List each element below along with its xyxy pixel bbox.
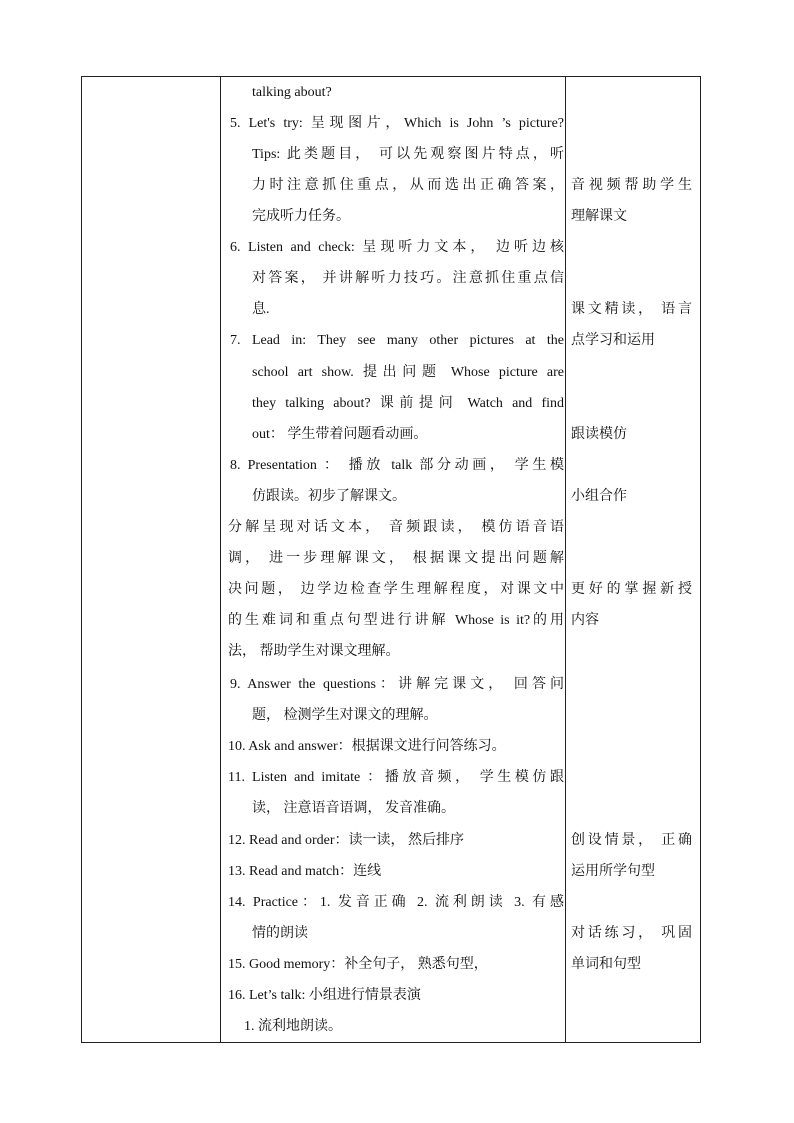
intent-line: 课文精读， 语言 xyxy=(571,302,692,317)
table-right-border xyxy=(700,76,701,1043)
process-line: 8. Presentation ： 播放 talk 部分动画， 学生模 xyxy=(230,458,564,473)
column-divider-1 xyxy=(220,76,221,1043)
process-line: 的生难词和重点句型进行讲解 Whose is it?的用 xyxy=(228,613,564,628)
table-left-border xyxy=(81,76,82,1043)
process-line: 11. Listen and imitate ：播放音频， 学生模仿跟 xyxy=(228,770,564,785)
process-line: 题， 检测学生对课文的理解。 xyxy=(252,708,438,723)
process-line: 5. Let's try: 呈现图片，Which is John ’s picture? xyxy=(230,116,564,131)
process-line: 仿跟读。初步了解课文。 xyxy=(252,489,406,504)
intent-line: 音视频帮助学生 xyxy=(571,178,692,193)
intent-line: 理解课文 xyxy=(571,209,627,224)
intent-line: 创设情景， 正确 xyxy=(571,833,692,848)
intent-line: 对话练习， 巩固 xyxy=(571,926,692,941)
intent-line: 点学习和运用 xyxy=(571,333,655,348)
process-line: talking about? xyxy=(252,85,332,100)
process-line: Tips: 此类题目， 可以先观察图片特点，听 xyxy=(252,147,564,162)
process-line: 决问题， 边学边检查学生理解程度，对课文中 xyxy=(228,582,564,597)
lesson-table xyxy=(81,76,701,1043)
process-line: 法， 帮助学生对课文理解。 xyxy=(228,644,400,659)
process-line: 1. 流利地朗读。 xyxy=(244,1019,342,1034)
intent-line: 运用所学句型 xyxy=(571,864,655,879)
process-line: school art show. 提出问题 Whose picture are xyxy=(252,365,564,380)
process-line: 16. Let’s talk: 小组进行情景表演 xyxy=(228,988,421,1003)
process-line: 情的朗读 xyxy=(252,926,308,941)
intent-line: 小组合作 xyxy=(571,489,627,504)
process-line: 对答案， 并讲解听力技巧。注意抓住重点信 xyxy=(252,271,564,286)
process-line: 息. xyxy=(252,302,270,317)
table-bottom-border xyxy=(81,1042,701,1043)
intent-line: 更好的掌握新授 xyxy=(571,582,692,597)
process-line: 力时注意抓住重点，从而选出正确答案， xyxy=(252,178,564,193)
process-line: 14. Practice：1. 发音正确 2. 流利朗读 3. 有感 xyxy=(228,895,564,910)
process-line: 完成听力任务。 xyxy=(252,209,350,224)
process-line: 10. Ask and answer：根据课文进行问答练习。 xyxy=(228,739,506,754)
process-line: 15. Good memory：补全句子， 熟悉句型， xyxy=(228,957,488,972)
process-line: out： 学生带着问题看动画。 xyxy=(252,427,428,442)
process-line: they talking about? 课前提问 Watch and find xyxy=(252,396,564,411)
process-line: 调， 进一步理解课文， 根据课文提出问题解 xyxy=(228,551,564,566)
process-line: 7. Lead in: They see many other pictures at the xyxy=(230,333,564,348)
process-line: 13. Read and match：连线 xyxy=(228,864,382,879)
process-line: 9. Answer the questions：讲解完课文， 回答问 xyxy=(230,677,564,692)
process-line: 12. Read and order：读一读， 然后排序 xyxy=(228,833,465,848)
process-line: 读， 注意语音语调， 发音准确。 xyxy=(252,801,455,816)
intent-line: 跟读模仿 xyxy=(571,427,627,442)
intent-line: 单词和句型 xyxy=(571,957,641,972)
process-line: 分解呈现对话文本， 音频跟读， 模仿语音语 xyxy=(228,520,564,535)
intent-line: 内容 xyxy=(571,613,599,628)
column-divider-2 xyxy=(565,76,566,1043)
table-top-border xyxy=(81,76,701,77)
process-line: 6. Listen and check: 呈现听力文本， 边听边核 xyxy=(230,240,564,255)
